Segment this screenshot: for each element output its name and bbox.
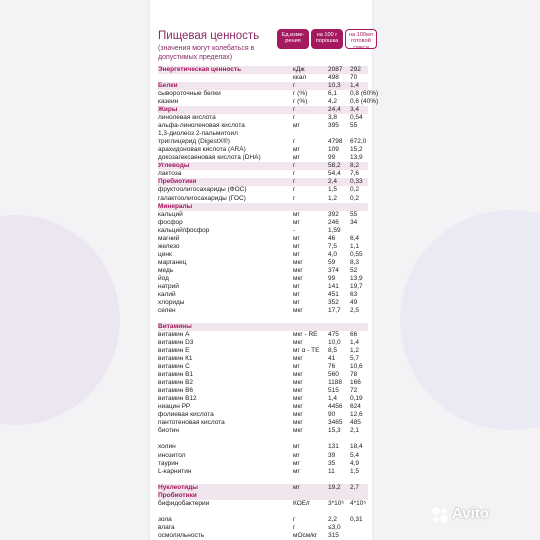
row-powder-value: 1,4 [328,395,338,403]
row-ready-value: 10,6 [350,363,363,371]
row-unit: мкг [293,339,303,347]
table-row [158,146,368,154]
row-powder-value: 475 [328,331,339,339]
row-ready-value: 0,33 [350,178,363,186]
table-section-row [158,484,368,492]
row-ready-value: 0,55 [350,250,363,258]
row-unit: - [293,226,296,234]
row-name: арахидоновая кислота (ARA) [158,146,246,154]
row-unit: мкг [293,403,303,411]
table-row [158,138,368,146]
row-unit: кДж [293,66,305,73]
row-name: витамин В2 [158,379,194,387]
row-powder-value: 1188 [328,379,342,387]
row-name: Витамины [158,323,192,330]
row-unit: г [293,194,296,202]
row-powder-value: 99 [328,274,336,282]
row-unit: г [293,114,296,122]
row-unit: г [293,178,296,186]
row-name: таурин [158,459,179,467]
column-header-unit: Ед.изме-рения [277,29,309,49]
row-name: галактоолигосахариды (ГОС) [158,194,246,202]
column-header-powder: на 100 г порошка [311,29,343,49]
table-row [158,476,368,484]
row-powder-value: 395 [328,122,339,130]
row-name: инозитол [158,451,186,459]
table-row [158,347,368,355]
row-name: докозагексаеновая кислота (DHA) [158,154,261,162]
row-name: осмоляльность [158,531,205,539]
row-name: Нуклеотиды [158,483,198,491]
row-powder-value: 59 [328,258,336,266]
row-unit: г (%) [293,98,308,106]
row-name: селен [158,306,176,314]
row-unit: мкг [293,419,303,427]
row-ready-value: 13,9 [350,154,363,162]
row-powder-value: 8,5 [328,347,338,355]
table-row [158,435,368,443]
row-ready-value: 66 [350,331,358,339]
row-unit: мг [293,298,300,306]
row-powder-value: 392 [328,210,339,218]
row-ready-value: 0,2 [350,186,360,194]
row-unit: мг [293,154,300,162]
row-ready-value: 0,19 [350,395,363,403]
row-name: Пребиотики [158,178,197,186]
table-row [158,427,368,435]
table-row [158,251,368,259]
row-name: магний [158,234,180,242]
row-unit: мг [293,290,300,298]
table-row [158,114,368,122]
row-powder-value: 4,0 [328,250,338,258]
row-powder-value: 35 [328,459,336,467]
row-name: Углеводы [158,162,190,170]
table-row [158,211,368,219]
row-ready-value: 4*10⁵ [350,499,367,507]
table-row [158,460,368,468]
row-powder-value: 451 [328,290,339,298]
background-blob-left [0,215,120,425]
row-powder-value: 7,5 [328,242,338,250]
row-name: фосфор [158,218,183,226]
row-ready-value: 0,8 (60%) [350,90,379,98]
row-ready-value: 485 [350,419,361,427]
row-unit: мг [293,467,300,475]
row-unit: мг [293,234,300,242]
table-row [158,275,368,283]
row-powder-value: 46 [328,234,336,242]
row-powder-value: 4456 [328,403,343,411]
table-row [158,186,368,194]
row-unit: мкг [293,387,303,395]
table-section-row [158,323,368,331]
row-unit: мг [293,122,300,130]
table-section-row [158,66,368,74]
row-ready-value: 1,5 [350,467,360,475]
row-powder-value: 19,2 [328,483,341,491]
row-powder-value: 3465 [328,419,343,427]
row-ready-value: 1,4 [350,82,360,90]
table-section-row [158,492,368,500]
row-powder-value: 1,5 [328,186,338,194]
row-unit: г (%) [293,90,308,98]
row-ready-value: 55 [350,210,358,218]
row-unit: г [293,186,296,194]
row-powder-value: 374 [328,266,339,274]
row-name: Жиры [158,106,178,114]
row-name: фруктоолигосахариды (ФОС) [158,186,247,194]
row-unit: мг α - ТЕ [293,347,320,355]
row-powder-value: 131 [328,443,339,451]
row-powder-value: 58,2 [328,162,341,170]
row-powder-value: 315 [328,531,339,539]
row-ready-value: 6,4 [350,234,360,242]
row-name: калий [158,290,176,298]
row-ready-value: 1,2 [350,347,360,355]
table-section-row [158,203,368,211]
row-name: бифидобактерии [158,499,210,507]
row-name: холин [158,443,176,451]
row-powder-value: 3,8 [328,114,338,122]
row-name: лактоза [158,170,182,178]
row-powder-value: 54,4 [328,170,341,178]
row-unit: мкг [293,427,303,435]
row-ready-value: 624 [350,403,361,411]
row-powder-value: 246 [328,218,339,226]
row-powder-value: 3*10⁶ [328,499,345,507]
row-name: 1,3-диолеоз 2-пальмитоил [158,130,238,138]
table-row [158,307,368,315]
row-powder-value: 109 [328,146,339,154]
row-ready-value: 8,2 [350,162,360,170]
row-unit: мг [293,459,300,467]
table-section-row [158,82,368,90]
page-subtitle: (значения могут колебаться в допустимых пределах) [158,45,255,61]
row-unit: мкг [293,274,303,282]
row-powder-value: 41 [328,355,336,363]
row-unit: мг [293,218,300,226]
row-powder-value: 1,2 [328,194,338,202]
row-ready-value: 49 [350,298,358,306]
table-row [158,395,368,403]
row-powder-value: 17,7 [328,306,341,314]
row-unit: мкг [293,411,303,419]
table-row [158,98,379,106]
row-ready-value: 5,7 [350,355,360,363]
row-ready-value: 18,4 [350,443,363,451]
table-row [158,516,368,524]
row-powder-value: 1,59 [328,226,341,234]
table-row [158,259,368,267]
table-row [158,500,368,508]
row-ready-value: 78 [350,371,358,379]
row-unit: мг [293,242,300,250]
row-powder-value: 10,3 [328,82,341,90]
row-name: витамин С [158,363,190,371]
row-name: зола [158,515,172,523]
row-name: альфа-линоленовая кислота [158,122,245,130]
table-row [158,90,379,98]
row-name: витамин D3 [158,339,194,347]
table-row [158,195,368,203]
row-powder-value: 352 [328,298,339,306]
row-unit: мкг [293,306,303,314]
row-ready-value: 52 [350,266,358,274]
row-name: витамин В12 [158,395,197,403]
row-powder-value: 515 [328,387,339,395]
table-row [158,331,368,339]
row-ready-value: 8,3 [350,258,360,266]
table-section-row [158,178,368,186]
row-powder-value: 6,1 [328,90,338,98]
table-row [158,243,368,251]
row-name: железо [158,242,180,250]
row-ready-value: 5,4 [350,451,360,459]
row-name: линолевая кислота [158,114,216,122]
row-powder-value: ≤3,0 [328,523,341,531]
row-unit: г [293,170,296,178]
table-section-row [158,162,368,170]
row-unit: КОЕ/г [293,499,311,507]
row-ready-value: 13,9 [350,274,363,282]
table-row [158,508,368,516]
row-powder-value: 24,4 [328,106,341,114]
row-ready-value: 1,1 [350,242,360,250]
table-row [158,371,368,379]
row-unit: мг [293,282,300,290]
row-powder-value: 2087 [328,66,343,73]
row-name: витамин В1 [158,371,194,379]
row-ready-value: 1,4 [350,339,360,347]
row-ready-value: 19,7 [350,282,363,290]
row-unit: мг [293,210,300,218]
row-powder-value: 2,4 [328,178,338,186]
table-row [158,283,368,291]
row-ready-value: 70 [350,74,358,82]
avito-logo-icon [430,505,450,525]
table-row [158,524,368,532]
table-row [158,122,368,130]
table-row [158,363,368,371]
row-powder-value: 15,3 [328,427,341,435]
row-name: казеин [158,98,179,106]
row-unit: г [293,523,296,531]
row-unit: мкг [293,355,303,363]
row-unit: мг [293,146,300,154]
table-row [158,267,368,275]
row-ready-value: 2,1 [350,427,360,435]
row-ready-value: 7,6 [350,170,360,178]
row-powder-value: 11 [328,467,335,475]
row-name: триглицерид (DigestX®) [158,138,230,146]
table-row [158,419,368,427]
row-name: фолиевая кислота [158,411,214,419]
table-row [158,154,368,162]
row-unit: г [293,82,296,90]
row-name: йод [158,274,169,282]
table-row [158,532,368,540]
row-ready-value: 166 [350,379,361,387]
row-powder-value: 10,0 [328,339,341,347]
page-title: Пищевая ценность [158,30,260,42]
row-name: Белки [158,82,178,90]
row-name: пантотеновая кислота [158,419,225,427]
table-row [158,315,368,323]
table-row [158,74,368,82]
table-row [158,291,368,299]
row-ready-value: 0,2 [350,194,360,202]
row-name: цинк [158,250,172,258]
row-powder-value: 90 [328,411,336,419]
row-unit: мкг [293,266,303,274]
row-name: марганец [158,258,187,266]
row-unit: г [293,138,296,146]
row-name: витамин Е [158,347,190,355]
row-name: Энергетическая ценность [158,66,242,73]
row-ready-value: 0,54 [350,114,363,122]
row-unit: г [293,515,296,523]
row-unit: мкг [293,258,303,266]
table-row [158,219,368,227]
row-name: кальций [158,210,183,218]
row-name: витамин А [158,331,190,339]
row-ready-value: 2,7 [350,483,360,491]
table-row [158,235,368,243]
row-powder-value: 560 [328,371,339,379]
row-ready-value: 12,6 [350,411,363,419]
row-unit: мкг - RE [293,331,318,339]
row-name: биотин [158,427,180,435]
column-header-ready: на 100мл готовой смеси [345,29,377,49]
table-row [158,443,368,451]
row-powder-value: 99 [328,154,336,162]
row-powder-value: 141 [328,282,339,290]
row-name: Минералы [158,202,193,210]
avito-watermark: Avito [452,505,489,522]
row-unit: ккал [293,74,307,82]
table-row [158,299,368,307]
row-name: натрий [158,282,179,290]
table-row [158,403,368,411]
row-ready-value: 2,5 [350,306,360,314]
row-unit: мг [293,250,300,258]
table-row [158,452,368,460]
table-row [158,379,368,387]
background-blob-right [400,210,540,430]
row-name: влага [158,523,175,531]
row-name: хлориды [158,298,185,306]
row-name: сывороточные белки [158,90,221,98]
row-ready-value: 292 [350,66,361,73]
row-name: медь [158,266,174,274]
row-ready-value: 34 [350,218,358,226]
row-unit: г [293,106,296,114]
table-row [158,411,368,419]
row-ready-value: 15,2 [350,146,363,154]
row-unit: г [293,162,296,170]
row-ready-value: 63 [350,290,358,298]
row-name: ниацин PP [158,403,191,411]
row-unit: мкг [293,379,303,387]
row-unit: мг [293,451,300,459]
table-row [158,468,368,476]
row-unit: мОсм/кг [293,531,318,539]
row-powder-value: 39 [328,451,336,459]
table-row [158,227,368,235]
nutrition-table [158,66,379,540]
row-powder-value: 498 [328,74,339,82]
table-row [158,339,368,347]
row-name: витамин В6 [158,387,194,395]
row-unit: мкг [293,395,303,403]
table-row [158,387,368,395]
row-name: кальций/фосфор [158,226,210,234]
row-name: L-карнитин [158,467,192,475]
row-powder-value: 76 [328,363,336,371]
row-name: витамин К1 [158,355,193,363]
row-ready-value: 0,6 (40%) [350,98,379,106]
row-ready-value: 55 [350,122,358,130]
row-unit: мг [293,363,300,371]
row-ready-value: 3,4 [350,106,360,114]
row-unit: мг [293,483,300,491]
row-unit: мкг [293,371,303,379]
row-powder-value: 2,2 [328,515,338,523]
table-row [158,355,368,363]
row-ready-value: 4,9 [350,459,360,467]
table-section-row [158,106,368,114]
row-name: Пробиотики [158,491,197,499]
row-powder-value: 4798 [328,138,343,146]
row-ready-value: 72 [350,387,358,395]
row-ready-value: 672,0 [350,138,367,146]
row-unit: мг [293,443,300,451]
row-ready-value: 0,31 [350,515,363,523]
row-powder-value: 4,2 [328,98,338,106]
